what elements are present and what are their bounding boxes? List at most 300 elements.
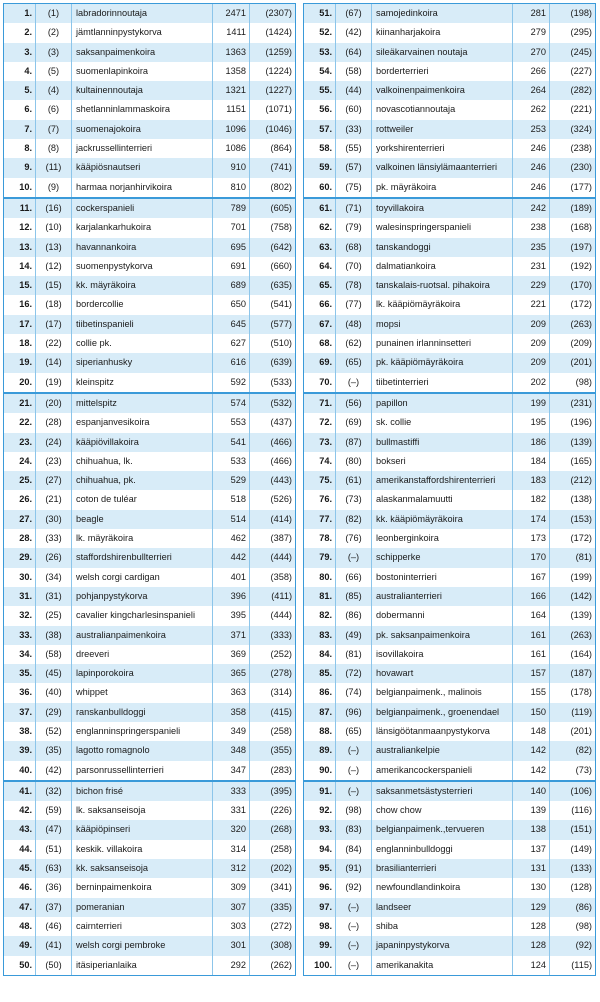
rank-cell: 79. — [304, 548, 336, 567]
breed-name-cell: pk. kääpiömäyräkoira — [372, 353, 513, 372]
rank-cell: 61. — [304, 199, 336, 218]
previous-registrations-cell: (153) — [570, 513, 592, 524]
rank-block — [304, 394, 595, 782]
table-row — [304, 917, 595, 936]
previous-rank-cell: (–) — [336, 936, 372, 955]
table-row — [4, 373, 295, 392]
registrations-cell: 167 — [513, 568, 550, 587]
previous-registrations-cell: (172) — [570, 533, 592, 544]
previous-registrations-cell: (635) — [270, 280, 292, 291]
breed-name-cell: tiibetinterrieri — [372, 373, 513, 392]
rank-cell: 49. — [4, 936, 36, 955]
previous-registrations-cell: (168) — [570, 222, 592, 233]
previous-rank-cell: (52) — [36, 722, 72, 741]
rank-cell: 1. — [4, 4, 36, 23]
table-row — [4, 353, 295, 372]
table-row — [4, 878, 295, 897]
rank-cell: 78. — [304, 529, 336, 548]
previous-rank-cell: (–) — [336, 548, 372, 567]
table-row — [304, 334, 595, 353]
previous-rank-cell: (87) — [336, 433, 372, 452]
breed-name-cell: brasilianterrieri — [372, 859, 513, 878]
table-row — [4, 606, 295, 625]
rank-cell: 31. — [4, 587, 36, 606]
previous-registrations-cell: (639) — [270, 357, 292, 368]
registrations-cell: 279 — [513, 23, 550, 42]
rank-cell: 98. — [304, 917, 336, 936]
previous-registrations-cell: (443) — [270, 475, 292, 486]
table-row — [4, 433, 295, 452]
previous-registrations-cell: (201) — [570, 725, 592, 736]
previous-registrations-cell: (164) — [570, 648, 592, 659]
registrations-cell: 518 — [213, 490, 250, 509]
registrations-cell: 312 — [213, 859, 250, 878]
previous-registrations-cell: (335) — [270, 901, 292, 912]
table-row — [304, 139, 595, 158]
previous-rank-cell: (83) — [336, 820, 372, 839]
breed-name-cell: bichon frisé — [72, 782, 213, 801]
breed-name-cell: siperianhusky — [72, 353, 213, 372]
breed-name-cell: shiba — [372, 917, 513, 936]
breed-name-cell: länsigöötanmaanpystykorva — [372, 722, 513, 741]
table-row — [4, 413, 295, 432]
previous-rank-cell: (7) — [36, 120, 72, 139]
breed-name-cell: belgianpaimenk.,tervueren — [372, 820, 513, 839]
rank-cell: 93. — [304, 820, 336, 839]
registrations-cell: 396 — [213, 587, 250, 606]
breed-name-cell: englanninbulldoggi — [372, 840, 513, 859]
previous-rank-cell: (60) — [336, 100, 372, 119]
table-row — [4, 956, 295, 975]
table-row — [304, 898, 595, 917]
previous-registrations-cell: (98) — [575, 920, 592, 931]
previous-registrations-cell: (577) — [270, 318, 292, 329]
table-row — [304, 645, 595, 664]
table-row — [304, 820, 595, 839]
registrations-cell: 130 — [513, 878, 550, 897]
breed-name-cell: valkoinenpaimenkoira — [372, 81, 513, 100]
rank-cell: 77. — [304, 510, 336, 529]
rank-block — [4, 782, 295, 975]
previous-rank-cell: (17) — [36, 315, 72, 334]
table-row — [4, 664, 295, 683]
previous-registrations-cell: (231) — [570, 397, 592, 408]
breed-name-cell: tanskalais-ruotsal. pihakoira — [372, 276, 513, 295]
previous-registrations-cell: (387) — [270, 533, 292, 544]
table-row — [4, 917, 295, 936]
registrations-cell: 246 — [513, 178, 550, 197]
registrations-cell: 462 — [213, 529, 250, 548]
previous-rank-cell: (68) — [336, 238, 372, 257]
registrations-cell: 541 — [213, 433, 250, 452]
previous-registrations-cell: (1424) — [265, 27, 292, 38]
previous-registrations-cell: (115) — [571, 959, 592, 970]
previous-registrations-cell: (227) — [570, 65, 592, 76]
table-row — [304, 452, 595, 471]
table-row — [304, 587, 595, 606]
previous-registrations-cell: (178) — [570, 687, 592, 698]
previous-rank-cell: (8) — [36, 139, 72, 158]
breed-name-cell: coton de tuléar — [72, 490, 213, 509]
breed-name-cell: englanninspringerspanieli — [72, 722, 213, 741]
table-row — [4, 4, 295, 23]
table-row — [304, 178, 595, 197]
registrations-cell: 331 — [213, 801, 250, 820]
table-row — [4, 898, 295, 917]
registrations-cell: 182 — [513, 490, 550, 509]
rank-cell: 12. — [4, 218, 36, 237]
breed-name-cell: mittelspitz — [72, 394, 213, 413]
registrations-cell: 270 — [513, 43, 550, 62]
previous-rank-cell: (–) — [336, 741, 372, 760]
breed-name-cell: bostoninterrieri — [372, 568, 513, 587]
previous-rank-cell: (6) — [36, 100, 72, 119]
registrations-cell: 395 — [213, 606, 250, 625]
breed-name-cell: cairnterrieri — [72, 917, 213, 936]
breed-name-cell: lk. kääpiömäyräkoira — [372, 295, 513, 314]
rank-cell: 24. — [4, 452, 36, 471]
breed-name-cell: sileäkarvainen noutaja — [372, 43, 513, 62]
previous-registrations-cell: (151) — [570, 824, 592, 835]
breed-name-cell: itäsiperianlaika — [72, 956, 213, 975]
registrations-cell: 349 — [213, 722, 250, 741]
previous-rank-cell: (20) — [36, 394, 72, 413]
registrations-cell: 209 — [513, 353, 550, 372]
previous-rank-cell: (92) — [336, 878, 372, 897]
previous-rank-cell: (36) — [36, 878, 72, 897]
previous-registrations-cell: (395) — [270, 785, 292, 796]
previous-registrations-cell: (278) — [270, 668, 292, 679]
previous-registrations-cell: (605) — [270, 202, 292, 213]
previous-registrations-cell: (1227) — [265, 85, 292, 96]
table-row — [4, 257, 295, 276]
table-row — [4, 741, 295, 760]
rank-cell: 43. — [4, 820, 36, 839]
registrations-cell: 129 — [513, 898, 550, 917]
registrations-cell: 2471 — [213, 4, 250, 23]
rank-cell: 33. — [4, 626, 36, 645]
previous-rank-cell: (40) — [36, 683, 72, 702]
registrations-cell: 303 — [213, 917, 250, 936]
previous-rank-cell: (–) — [336, 956, 372, 975]
previous-rank-cell: (84) — [336, 840, 372, 859]
previous-rank-cell: (24) — [36, 433, 72, 452]
table-row — [304, 761, 595, 780]
rank-cell: 56. — [304, 100, 336, 119]
breed-name-cell: whippet — [72, 683, 213, 702]
rank-cell: 16. — [4, 295, 36, 314]
previous-rank-cell: (–) — [336, 898, 372, 917]
previous-rank-cell: (58) — [36, 645, 72, 664]
previous-rank-cell: (–) — [336, 782, 372, 801]
rank-cell: 66. — [304, 295, 336, 314]
registrations-cell: 307 — [213, 898, 250, 917]
rank-cell: 25. — [4, 471, 36, 490]
table-row — [304, 471, 595, 490]
rank-block — [4, 199, 295, 394]
previous-rank-cell: (57) — [336, 158, 372, 177]
rank-cell: 15. — [4, 276, 36, 295]
previous-registrations-cell: (142) — [570, 590, 592, 601]
table-row — [4, 23, 295, 42]
registrations-cell: 186 — [513, 433, 550, 452]
table-row — [4, 722, 295, 741]
breed-name-cell: mopsi — [372, 315, 513, 334]
breed-name-cell: bullmastiffi — [372, 433, 513, 452]
breed-name-cell: novascotiannoutaja — [372, 100, 513, 119]
previous-registrations-cell: (541) — [270, 299, 292, 310]
breed-name-cell: karjalankarhukoira — [72, 218, 213, 237]
registrations-cell: 1363 — [213, 43, 250, 62]
previous-registrations-cell: (238) — [570, 143, 592, 154]
breed-name-cell: jackrussellinterrieri — [72, 139, 213, 158]
breed-name-cell: kk. mäyräkoira — [72, 276, 213, 295]
rank-cell: 19. — [4, 353, 36, 372]
table-row — [304, 276, 595, 295]
previous-registrations-cell: (444) — [270, 552, 292, 563]
breed-name-cell: pomeranian — [72, 898, 213, 917]
previous-registrations-cell: (415) — [270, 706, 292, 717]
breed-name-cell: leonberginkoira — [372, 529, 513, 548]
breed-name-cell: pk. mäyräkoira — [372, 178, 513, 197]
previous-registrations-cell: (263) — [570, 629, 592, 640]
rank-cell: 45. — [4, 859, 36, 878]
breed-name-cell: schipperke — [372, 548, 513, 567]
previous-rank-cell: (76) — [336, 529, 372, 548]
previous-registrations-cell: (198) — [570, 8, 592, 18]
previous-rank-cell: (70) — [336, 257, 372, 276]
breed-name-cell: ranskanbulldoggi — [72, 703, 213, 722]
registrations-cell: 533 — [213, 452, 250, 471]
registrations-cell: 650 — [213, 295, 250, 314]
table-row — [304, 315, 595, 334]
registrations-cell: 142 — [513, 761, 550, 780]
breed-name-cell: hovawart — [372, 664, 513, 683]
previous-rank-cell: (1) — [36, 4, 72, 23]
rank-cell: 2. — [4, 23, 36, 42]
previous-registrations-cell: (411) — [271, 590, 292, 601]
table-row — [4, 295, 295, 314]
previous-registrations-cell: (2307) — [265, 8, 292, 18]
registrations-cell: 314 — [213, 840, 250, 859]
previous-rank-cell: (77) — [336, 295, 372, 314]
previous-rank-cell: (45) — [36, 664, 72, 683]
previous-registrations-cell: (128) — [570, 882, 592, 893]
breed-name-cell: keskik. villakoira — [72, 840, 213, 859]
previous-rank-cell: (23) — [36, 452, 72, 471]
previous-rank-cell: (37) — [36, 898, 72, 917]
table-row — [304, 529, 595, 548]
rank-cell: 71. — [304, 394, 336, 413]
rank-cell: 72. — [304, 413, 336, 432]
breed-name-cell: australianpaimenkoira — [72, 626, 213, 645]
breed-name-cell: belgianpaimenk., groenendael — [372, 703, 513, 722]
table-row — [4, 626, 295, 645]
breed-name-cell: yorkshirenterrieri — [372, 139, 513, 158]
registrations-cell: 131 — [513, 859, 550, 878]
previous-rank-cell: (31) — [36, 587, 72, 606]
previous-registrations-cell: (245) — [570, 46, 592, 57]
previous-registrations-cell: (197) — [570, 241, 592, 252]
breed-name-cell: toyvillakoira — [372, 199, 513, 218]
rank-cell: 26. — [4, 490, 36, 509]
breed-name-cell: rottweiler — [372, 120, 513, 139]
previous-registrations-cell: (741) — [270, 162, 292, 173]
table-row — [304, 510, 595, 529]
table-row — [304, 62, 595, 81]
rank-cell: 6. — [4, 100, 36, 119]
previous-registrations-cell: (864) — [270, 143, 292, 154]
registrations-cell: 199 — [513, 394, 550, 413]
table-row — [4, 178, 295, 197]
registrations-cell: 574 — [213, 394, 250, 413]
registrations-cell: 229 — [513, 276, 550, 295]
table-row — [304, 782, 595, 801]
previous-rank-cell: (64) — [336, 43, 372, 62]
breed-name-cell: isovillakoira — [372, 645, 513, 664]
table-row — [4, 139, 295, 158]
previous-rank-cell: (48) — [336, 315, 372, 334]
rank-cell: 95. — [304, 859, 336, 878]
table-row — [4, 820, 295, 839]
table-row — [4, 158, 295, 177]
registrations-cell: 1358 — [213, 62, 250, 81]
previous-registrations-cell: (283) — [270, 764, 292, 775]
rank-cell: 23. — [4, 433, 36, 452]
registrations-cell: 157 — [513, 664, 550, 683]
breed-name-cell: pohjanpystykorva — [72, 587, 213, 606]
table-row — [4, 490, 295, 509]
breed-name-cell: kääpiöpinseri — [72, 820, 213, 839]
rank-cell: 69. — [304, 353, 336, 372]
previous-registrations-cell: (466) — [270, 436, 292, 447]
breed-name-cell: borderterrieri — [372, 62, 513, 81]
table-row — [4, 801, 295, 820]
breed-name-cell: valkoinen länsiylämaanterrieri — [372, 158, 513, 177]
registrations-cell: 173 — [513, 529, 550, 548]
previous-registrations-cell: (92) — [575, 940, 592, 951]
table-row — [304, 120, 595, 139]
table-row — [304, 859, 595, 878]
breed-name-cell: lapinporokoira — [72, 664, 213, 683]
previous-rank-cell: (15) — [36, 276, 72, 295]
breed-name-cell: samojedinkoira — [372, 4, 513, 23]
breed-name-cell: shetlanninlammaskoira — [72, 100, 213, 119]
rank-cell: 74. — [304, 452, 336, 471]
registrations-cell: 202 — [513, 373, 550, 392]
previous-rank-cell: (14) — [36, 353, 72, 372]
rank-cell: 28. — [4, 529, 36, 548]
registrations-cell: 253 — [513, 120, 550, 139]
previous-rank-cell: (29) — [36, 703, 72, 722]
rank-cell: 35. — [4, 664, 36, 683]
rank-cell: 92. — [304, 801, 336, 820]
rank-cell: 9. — [4, 158, 36, 177]
table-row — [4, 394, 295, 413]
registrations-cell: 358 — [213, 703, 250, 722]
rank-cell: 48. — [4, 917, 36, 936]
breed-name-cell: labradorinnoutaja — [72, 4, 213, 23]
previous-rank-cell: (86) — [336, 606, 372, 625]
rank-block — [4, 4, 295, 199]
previous-registrations-cell: (199) — [570, 571, 592, 582]
rank-cell: 41. — [4, 782, 36, 801]
registrations-cell: 363 — [213, 683, 250, 702]
table-row — [304, 936, 595, 955]
registrations-cell: 246 — [513, 139, 550, 158]
previous-rank-cell: (35) — [36, 741, 72, 760]
previous-registrations-cell: (139) — [570, 436, 592, 447]
previous-rank-cell: (2) — [36, 23, 72, 42]
registrations-cell: 701 — [213, 218, 250, 237]
previous-rank-cell: (3) — [36, 43, 72, 62]
previous-registrations-cell: (119) — [571, 706, 592, 717]
breed-name-cell: suomenpystykorva — [72, 257, 213, 276]
previous-rank-cell: (81) — [336, 645, 372, 664]
breed-name-cell: chihuahua, lk. — [72, 452, 213, 471]
previous-registrations-cell: (1259) — [265, 46, 292, 57]
previous-rank-cell: (13) — [36, 238, 72, 257]
previous-registrations-cell: (758) — [270, 222, 292, 233]
rank-cell: 100. — [304, 956, 336, 975]
rank-cell: 34. — [4, 645, 36, 664]
previous-registrations-cell: (221) — [570, 104, 592, 115]
previous-registrations-cell: (202) — [270, 863, 292, 874]
registrations-cell: 369 — [213, 645, 250, 664]
previous-rank-cell: (32) — [36, 782, 72, 801]
previous-registrations-cell: (196) — [570, 417, 592, 428]
previous-rank-cell: (91) — [336, 859, 372, 878]
previous-rank-cell: (–) — [336, 373, 372, 392]
table-row — [4, 81, 295, 100]
previous-registrations-cell: (526) — [270, 494, 292, 505]
table-row — [304, 490, 595, 509]
table-row — [304, 664, 595, 683]
rank-cell: 65. — [304, 276, 336, 295]
breed-name-cell: kääpiösnautseri — [72, 158, 213, 177]
registrations-cell: 209 — [513, 334, 550, 353]
rank-cell: 50. — [4, 956, 36, 975]
previous-rank-cell: (75) — [336, 178, 372, 197]
table-row — [4, 645, 295, 664]
rank-cell: 17. — [4, 315, 36, 334]
table-row — [304, 23, 595, 42]
previous-registrations-cell: (73) — [575, 764, 592, 775]
breed-name-cell: punainen irlanninsetteri — [372, 334, 513, 353]
breed-name-cell: kk. saksanseisoja — [72, 859, 213, 878]
previous-rank-cell: (65) — [336, 353, 372, 372]
previous-registrations-cell: (1224) — [265, 65, 292, 76]
rank-cell: 8. — [4, 139, 36, 158]
registrations-cell: 691 — [213, 257, 250, 276]
registrations-cell: 246 — [513, 158, 550, 177]
rank-cell: 67. — [304, 315, 336, 334]
previous-rank-cell: (50) — [36, 956, 72, 975]
previous-registrations-cell: (170) — [570, 280, 592, 291]
registrations-cell: 166 — [513, 587, 550, 606]
previous-rank-cell: (80) — [336, 452, 372, 471]
registrations-cell: 231 — [513, 257, 550, 276]
breed-name-cell: tanskandoggi — [372, 238, 513, 257]
breed-name-cell: harmaa norjanhirvikoira — [72, 178, 213, 197]
previous-rank-cell: (18) — [36, 295, 72, 314]
previous-rank-cell: (11) — [36, 158, 72, 177]
previous-registrations-cell: (252) — [270, 648, 292, 659]
table-row — [4, 334, 295, 353]
table-row — [304, 606, 595, 625]
rank-cell: 68. — [304, 334, 336, 353]
rank-cell: 76. — [304, 490, 336, 509]
